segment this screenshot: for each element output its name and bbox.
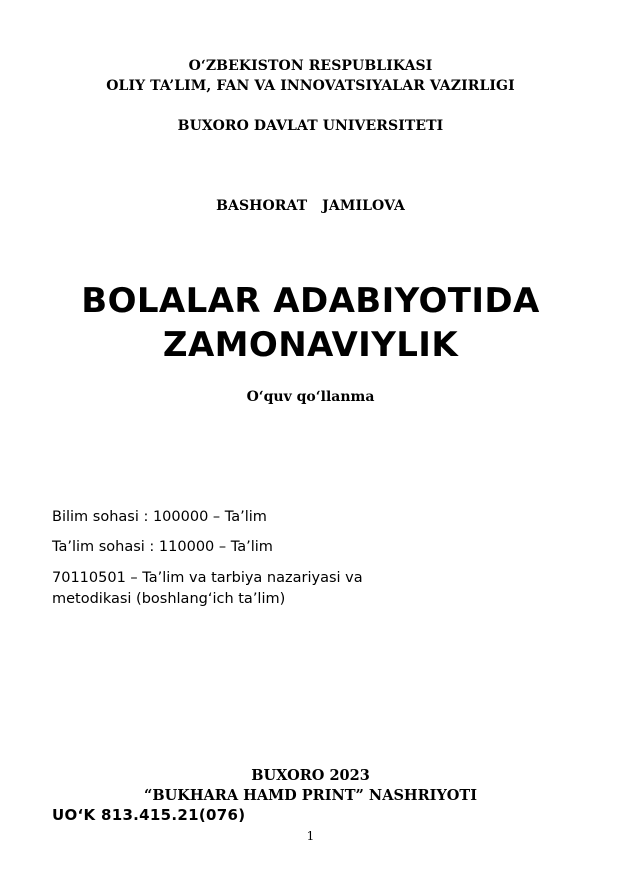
specialty-line-1: 70110501 – Ta’lim va tarbiya nazariyasi va xyxy=(52,570,363,586)
ministry-name-line: OLIY TA’LIM, FAN VA INNOVATSIYALAR VAZIRLIGI xyxy=(106,78,515,94)
author-name: BASHORAT JAMILOVA xyxy=(216,198,405,214)
book-title-line-1: BOLALAR ADABIYOTIDA xyxy=(81,281,540,321)
book-title-line-2: ZAMONAVIYLIK xyxy=(162,325,459,365)
city-year: BUXORO 2023 xyxy=(251,767,370,784)
field-of-knowledge: Bilim sohasi : 100000 – Ta’lim xyxy=(52,509,267,525)
book-subtitle: O‘quv qo‘llanma xyxy=(246,389,375,405)
udk-code: UO‘K 813.415.21(076) xyxy=(52,806,246,824)
field-of-education: Ta’lim sohasi : 110000 – Ta’lim xyxy=(52,539,273,555)
page-number: 1 xyxy=(306,829,315,843)
ministry-country-line: O‘ZBEKISTON RESPUBLIKASI xyxy=(188,58,433,74)
publisher-name: “BUKHARA HAMD PRINT” NASHRIYOTI xyxy=(144,787,477,804)
specialty-line-2: metodikasi (boshlang‘ich ta’lim) xyxy=(52,591,286,607)
university-name: BUXORO DAVLAT UNIVERSITETI xyxy=(177,118,444,134)
